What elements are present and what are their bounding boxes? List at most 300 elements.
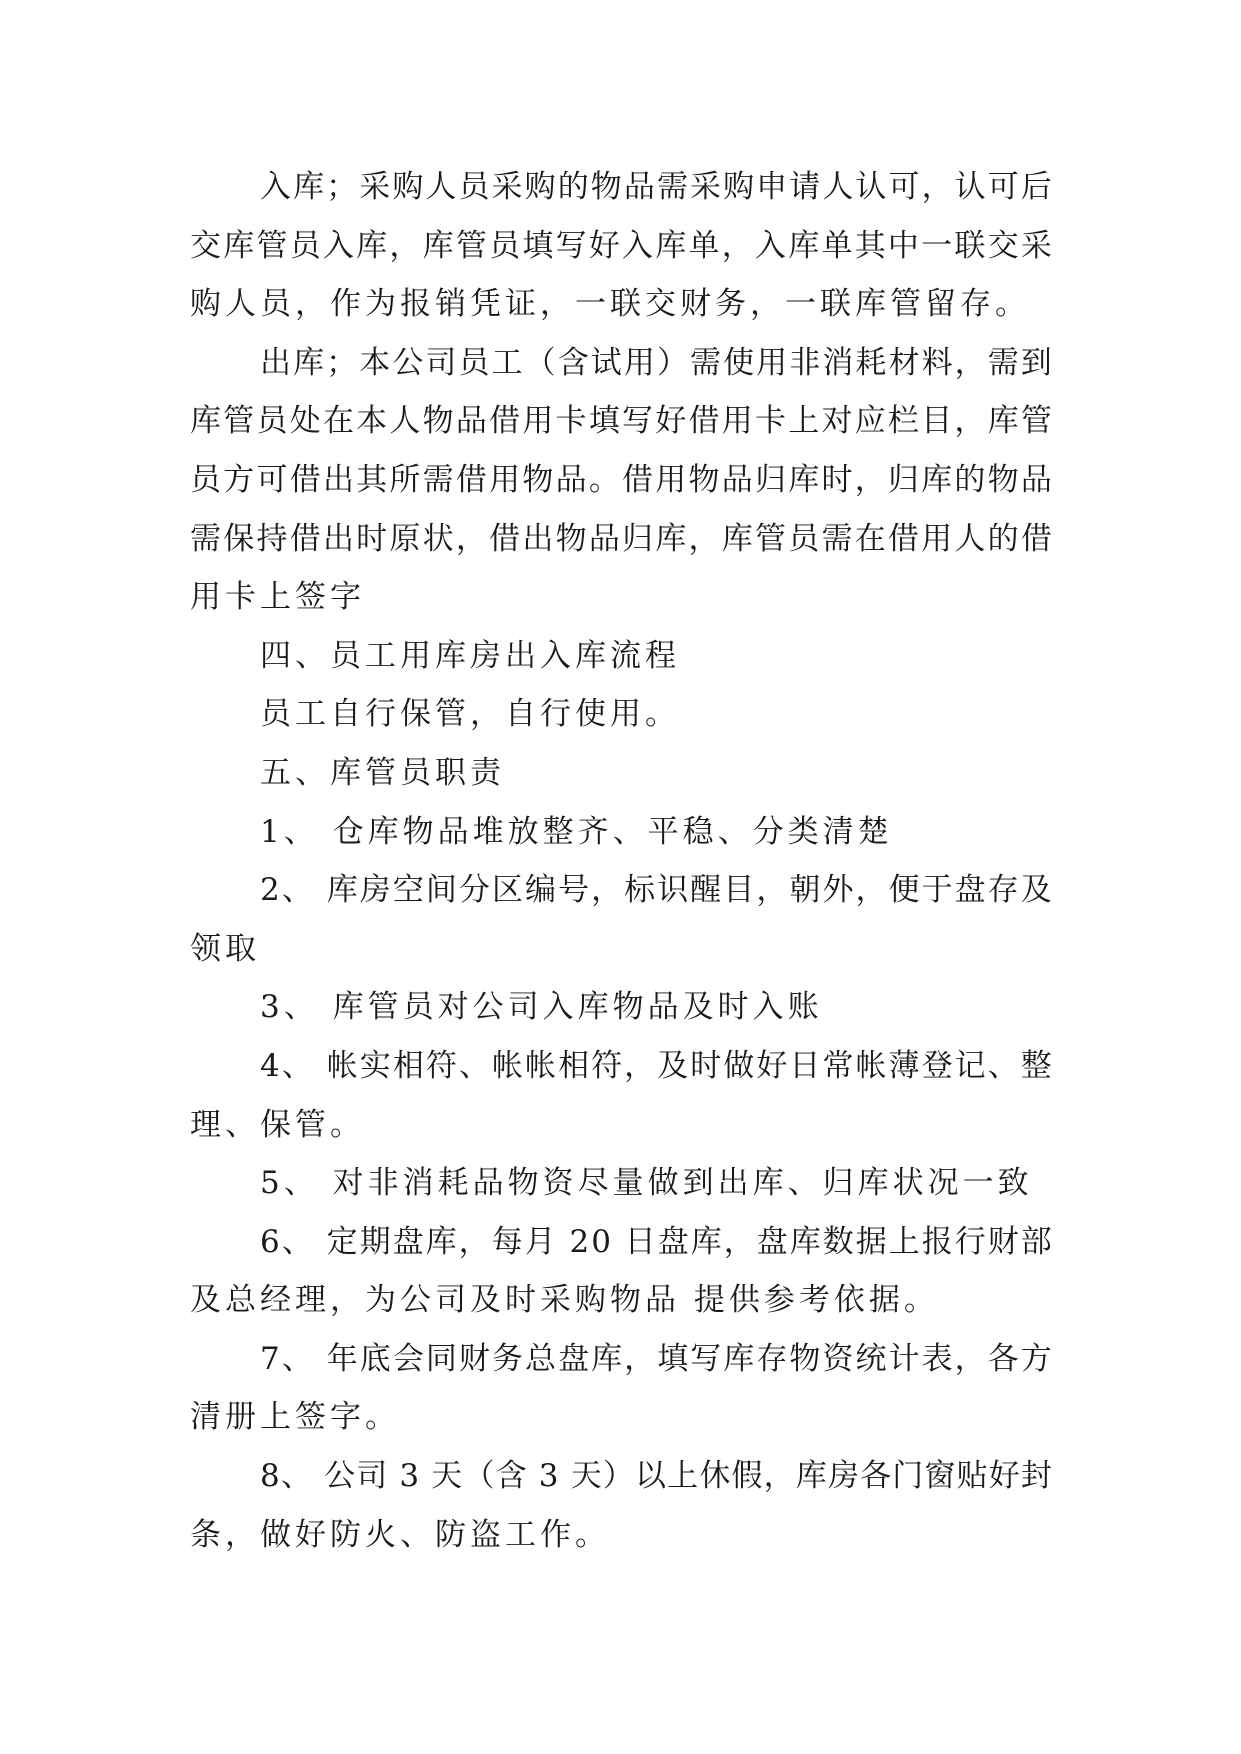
glyph: 采	[359, 169, 391, 205]
glyph: 、	[281, 872, 313, 909]
glyph: 人	[389, 403, 421, 440]
glyph: 申	[756, 169, 788, 205]
glyph: 管	[223, 403, 255, 440]
glyph: 填	[522, 227, 554, 264]
glyph: 库	[987, 403, 1019, 440]
glyph: 物	[522, 461, 554, 498]
list-item-continuation: 条，做好防火、防盗工作。	[190, 1516, 610, 1553]
glyph: 底	[359, 1340, 391, 1377]
glyph: 库	[356, 227, 388, 264]
glyph: 需	[422, 461, 454, 498]
glyph	[558, 1213, 568, 1272]
glyph: 库	[293, 344, 325, 381]
glyph: 库	[293, 169, 325, 205]
glyph: 品	[588, 520, 620, 557]
glyph: 8	[260, 1458, 280, 1495]
glyph: 耗	[855, 344, 887, 381]
glyph: 联	[954, 227, 986, 264]
glyph: 购	[723, 169, 755, 205]
glyph: 。	[588, 461, 620, 498]
glyph	[313, 1447, 323, 1506]
glyph: 其	[356, 461, 388, 498]
glyph: 报	[921, 1223, 953, 1260]
glyph: 期	[359, 1223, 391, 1260]
glyph: 、	[281, 1047, 313, 1084]
glyph: 2	[569, 1223, 590, 1260]
glyph: 库	[795, 1458, 827, 1495]
glyph: 帐	[326, 1047, 358, 1084]
glyph: 员	[289, 227, 321, 264]
glyph: 据	[855, 1223, 887, 1260]
glyph: 人	[425, 169, 457, 205]
glyph: 方	[223, 461, 255, 498]
list-item	[190, 1447, 1052, 1506]
glyph: 相	[558, 1047, 590, 1084]
glyph: 行	[954, 1223, 986, 1260]
glyph: 总	[525, 1340, 557, 1377]
glyph: 库	[655, 227, 687, 264]
glyph: 试	[590, 344, 622, 381]
glyph: 可	[256, 461, 288, 498]
glyph: 好	[588, 227, 620, 264]
glyph: 借	[489, 520, 521, 557]
glyph: 库	[723, 1340, 755, 1377]
glyph	[420, 1447, 430, 1506]
list-item	[190, 1037, 1052, 1096]
glyph: 所	[389, 461, 421, 498]
glyph: 管	[455, 227, 487, 264]
glyph: ，	[756, 872, 788, 909]
glyph: 借	[688, 403, 720, 440]
glyph: 外	[822, 872, 854, 909]
glyph: 出	[260, 344, 291, 381]
glyph: 的	[987, 520, 1019, 557]
glyph: 同	[425, 1340, 457, 1377]
document-page	[190, 158, 1052, 1564]
list-item: 5、 对非消耗品物资尽量做到出库、归库状况一致	[260, 1165, 1033, 1202]
glyph: 门	[892, 1458, 924, 1495]
glyph: 盘	[657, 1223, 689, 1260]
glyph: 人	[954, 520, 986, 557]
glyph: 2	[260, 872, 280, 909]
glyph: 卡	[555, 403, 587, 440]
glyph: ，	[624, 1340, 656, 1377]
glyph: 库	[921, 461, 953, 498]
glyph: 、	[281, 1223, 313, 1260]
glyph: 时	[356, 520, 388, 557]
glyph: 各	[860, 1458, 892, 1495]
glyph: 以	[635, 1458, 666, 1495]
glyph: 整	[1020, 1047, 1052, 1084]
glyph: 盘	[954, 872, 986, 909]
paragraph-line	[190, 510, 1052, 569]
glyph: 房	[827, 1458, 859, 1495]
glyph: 间	[425, 872, 457, 909]
list-item	[190, 1213, 1052, 1272]
glyph: 认	[954, 169, 986, 205]
paragraph-line	[190, 392, 1052, 451]
glyph: 在	[854, 520, 886, 557]
glyph: 库	[223, 227, 255, 264]
glyph	[613, 1213, 623, 1272]
glyph: 帐	[491, 1047, 523, 1084]
glyph: 3	[538, 1458, 559, 1495]
glyph: 员	[256, 403, 288, 440]
glyph: 常	[822, 1047, 854, 1084]
glyph: 借	[455, 461, 487, 498]
glyph: 品	[455, 403, 487, 440]
glyph: 非	[789, 344, 821, 381]
glyph: 盘	[756, 1223, 788, 1260]
glyph: 物	[987, 461, 1019, 498]
glyph: 便	[888, 872, 920, 909]
glyph: 需	[190, 520, 221, 557]
glyph: 品	[721, 461, 753, 498]
glyph: ，	[624, 1047, 656, 1084]
glyph: ，	[954, 403, 986, 440]
glyph: 单	[688, 227, 720, 264]
glyph: 借	[489, 403, 521, 440]
glyph: 需	[690, 344, 722, 381]
glyph: 单	[821, 227, 853, 264]
glyph: 4	[260, 1047, 280, 1084]
paragraph-line: 购人员，作为报销凭证，一联交财务，一联库管留存。	[190, 286, 1030, 323]
glyph: 状	[422, 520, 454, 557]
glyph	[315, 1330, 325, 1389]
glyph: 出	[522, 520, 554, 557]
glyph: ，	[954, 344, 986, 381]
glyph: 实	[359, 1047, 391, 1084]
glyph: 员	[489, 227, 521, 264]
glyph: 月	[524, 1223, 556, 1260]
glyph: 天	[570, 1458, 602, 1495]
glyph: 定	[326, 1223, 358, 1260]
glyph: 本	[356, 403, 388, 440]
glyph: 标	[624, 872, 656, 909]
glyph: ，	[591, 872, 623, 909]
glyph: 员	[458, 169, 490, 205]
glyph: 归	[754, 461, 786, 498]
glyph: 库	[655, 520, 687, 557]
glyph: 及	[657, 1047, 689, 1084]
glyph: 薄	[888, 1047, 920, 1084]
glyph: 用	[655, 461, 687, 498]
glyph: 及	[1020, 872, 1052, 909]
glyph: 写	[622, 403, 654, 440]
glyph: 借	[622, 461, 654, 498]
glyph: 可	[987, 169, 1019, 205]
glyph: （	[524, 344, 556, 381]
glyph: 好	[756, 1047, 788, 1084]
glyph: 在	[322, 403, 354, 440]
glyph: 务	[491, 1340, 523, 1377]
glyph: 物	[422, 403, 454, 440]
glyph	[528, 1447, 538, 1506]
glyph: 库	[591, 1340, 623, 1377]
glyph: 认	[855, 169, 887, 205]
glyph: 写	[690, 1340, 722, 1377]
glyph: 工	[491, 344, 523, 381]
glyph	[315, 1037, 325, 1096]
glyph: 入	[754, 227, 786, 264]
glyph: ，	[688, 520, 720, 557]
glyph: 归	[887, 461, 919, 498]
glyph: 库	[190, 403, 221, 440]
glyph: 购	[392, 169, 424, 205]
list-item	[190, 861, 1052, 920]
glyph: 含	[495, 1458, 527, 1495]
glyph: 借	[289, 461, 321, 498]
glyph: 库	[690, 1223, 722, 1260]
glyph: 盘	[558, 1340, 590, 1377]
glyph: ；	[326, 169, 358, 205]
glyph: 6	[260, 1223, 280, 1260]
glyph: 、	[281, 1340, 313, 1377]
glyph: 借	[289, 520, 321, 557]
glyph: 库	[788, 227, 820, 264]
glyph: 填	[657, 1340, 689, 1377]
glyph: 部	[1020, 1223, 1052, 1260]
list-item-continuation: 理、保管。	[190, 1106, 365, 1143]
glyph: 用	[921, 520, 953, 557]
glyph: 采	[491, 169, 523, 205]
glyph: 表	[921, 1340, 953, 1377]
glyph	[388, 1447, 398, 1506]
list-item: 3、 库管员对公司入库物品及时入账	[260, 989, 823, 1026]
glyph: 目	[723, 872, 755, 909]
glyph: 写	[555, 227, 587, 264]
glyph: 于	[921, 872, 953, 909]
glyph: 用	[489, 461, 521, 498]
glyph: 库	[721, 520, 753, 557]
glyph: 7	[260, 1340, 280, 1377]
glyph: 做	[723, 1047, 755, 1084]
glyph: 物	[789, 1340, 821, 1377]
glyph: 分	[458, 872, 490, 909]
glyph: 醒	[690, 872, 722, 909]
glyph: 交	[987, 227, 1019, 264]
glyph: 时	[821, 461, 853, 498]
glyph: 上	[667, 1458, 699, 1495]
glyph	[315, 1213, 325, 1272]
glyph: 0	[591, 1223, 611, 1260]
glyph: 采	[1020, 227, 1052, 264]
paragraph-line	[190, 217, 1052, 276]
glyph: 各	[987, 1340, 1019, 1377]
glyph: 计	[888, 1340, 920, 1377]
glyph: 填	[588, 403, 620, 440]
glyph: 的	[557, 169, 589, 205]
glyph: 窗	[924, 1458, 956, 1495]
glyph: 入	[260, 169, 291, 205]
glyph: 材	[888, 344, 920, 381]
glyph: 用	[756, 344, 788, 381]
glyph: 方	[1020, 1340, 1052, 1377]
glyph: 区	[491, 872, 523, 909]
glyph: 本	[359, 344, 391, 381]
paragraph-line	[190, 334, 1052, 393]
paragraph-line: 员工自行保管，自行使用。	[260, 696, 680, 733]
glyph: 符	[425, 1047, 457, 1084]
glyph: 登	[921, 1047, 953, 1084]
glyph: 料	[921, 344, 953, 381]
glyph: ）	[602, 1458, 634, 1495]
glyph: 交	[190, 227, 221, 264]
glyph: （	[463, 1458, 495, 1495]
glyph: 处	[289, 403, 321, 440]
glyph: 房	[359, 872, 391, 909]
glyph: 员	[190, 461, 221, 498]
glyph: ，	[855, 872, 887, 909]
glyph: 管	[754, 520, 786, 557]
glyph: 原	[389, 520, 421, 557]
list-item-continuation: 及总经理，为公司及时采购物品 提供参考依据。	[190, 1282, 939, 1319]
glyph: 物	[590, 169, 622, 205]
glyph: 库	[788, 461, 820, 498]
glyph: 日	[789, 1047, 821, 1084]
glyph: 3	[399, 1458, 420, 1495]
paragraph-line: 用卡上签字	[190, 579, 365, 616]
glyph: 品	[1020, 461, 1052, 498]
glyph: 盘	[392, 1223, 424, 1260]
glyph: 中	[887, 227, 919, 264]
glyph: ，	[954, 1340, 986, 1377]
glyph: 的	[954, 461, 986, 498]
list-item	[190, 1330, 1052, 1389]
glyph: 贴	[956, 1458, 988, 1495]
glyph: 、	[458, 1047, 490, 1084]
glyph	[315, 861, 325, 920]
glyph: ，	[723, 1223, 755, 1260]
glyph: 天	[431, 1458, 463, 1495]
glyph: 库	[425, 1223, 457, 1260]
glyph: 栏	[887, 403, 919, 440]
glyph: 出	[322, 461, 354, 498]
glyph: 会	[392, 1340, 424, 1377]
glyph: 符	[591, 1047, 623, 1084]
glyph: 朝	[789, 872, 821, 909]
glyph: 目	[921, 403, 953, 440]
glyph: 财	[987, 1223, 1019, 1260]
glyph: 持	[256, 520, 288, 557]
glyph: 相	[392, 1047, 424, 1084]
glyph: 休	[699, 1458, 731, 1495]
glyph: 存	[756, 1340, 788, 1377]
list-item: 1、 仓库物品堆放整齐、平稳、分类清楚	[260, 813, 893, 850]
glyph: 入	[622, 227, 654, 264]
glyph: 请	[789, 169, 821, 205]
paragraph-line	[190, 158, 1052, 217]
glyph: 上	[888, 1223, 920, 1260]
glyph: 入	[322, 227, 354, 264]
glyph: ，	[458, 1223, 490, 1260]
glyph: 帐	[525, 1047, 557, 1084]
glyph	[560, 1447, 570, 1506]
glyph: 物	[555, 520, 587, 557]
glyph: 需	[821, 520, 853, 557]
section-heading: 五、库管员职责	[260, 754, 505, 791]
glyph: 时	[690, 1047, 722, 1084]
glyph: 含	[557, 344, 589, 381]
glyph: ；	[326, 344, 358, 381]
glyph: 对	[821, 403, 853, 440]
glyph: 库	[789, 1223, 821, 1260]
glyph: 日	[624, 1223, 656, 1260]
glyph: 用	[721, 403, 753, 440]
glyph: ，	[455, 520, 487, 557]
glyph: 其	[854, 227, 886, 264]
glyph: 公	[392, 344, 424, 381]
glyph: 采	[690, 169, 722, 205]
glyph: ，	[763, 1458, 795, 1495]
glyph: 到	[1020, 344, 1052, 381]
glyph: 封	[1020, 1458, 1052, 1495]
glyph: ，	[721, 227, 753, 264]
glyph: 卡	[754, 403, 786, 440]
glyph: 一	[921, 227, 953, 264]
glyph: 用	[623, 344, 655, 381]
glyph: 统	[855, 1340, 887, 1377]
glyph: 识	[657, 872, 689, 909]
glyph: 管	[256, 227, 288, 264]
list-item-continuation: 领取	[190, 930, 260, 967]
glyph: 存	[987, 872, 1019, 909]
glyph: 库	[326, 872, 358, 909]
glyph: ）	[656, 344, 688, 381]
glyph: 公	[324, 1458, 356, 1495]
glyph: 用	[522, 403, 554, 440]
glyph: 需	[987, 344, 1019, 381]
glyph: 帐	[855, 1047, 887, 1084]
glyph: 需	[656, 169, 688, 205]
glyph: 假	[731, 1458, 763, 1495]
glyph: 每	[491, 1223, 523, 1260]
glyph: 资	[822, 1340, 854, 1377]
glyph: ，	[921, 169, 953, 205]
glyph: 借	[1020, 520, 1052, 557]
glyph: 应	[854, 403, 886, 440]
glyph: 库	[422, 227, 454, 264]
glyph: 购	[524, 169, 556, 205]
glyph: 年	[326, 1340, 358, 1377]
glyph: 空	[392, 872, 424, 909]
glyph: 财	[458, 1340, 490, 1377]
section-heading: 四、员工用库房出入库流程	[260, 637, 680, 674]
glyph: 管	[1020, 403, 1052, 440]
glyph: 员	[788, 520, 820, 557]
glyph: 编	[525, 872, 557, 909]
glyph: 物	[688, 461, 720, 498]
glyph: 保	[223, 520, 255, 557]
glyph: 借	[887, 520, 919, 557]
glyph: 、	[280, 1458, 312, 1495]
glyph: 品	[623, 169, 655, 205]
glyph: 后	[1020, 169, 1052, 205]
glyph: 好	[988, 1458, 1020, 1495]
glyph: 使	[723, 344, 755, 381]
glyph: 员	[458, 344, 490, 381]
glyph: 归	[622, 520, 654, 557]
glyph: 可	[888, 169, 920, 205]
list-item-continuation: 清册上签字。	[190, 1399, 400, 1436]
glyph: ，	[389, 227, 421, 264]
glyph: 人	[822, 169, 854, 205]
glyph: 消	[822, 344, 854, 381]
glyph: 数	[822, 1223, 854, 1260]
glyph: 号	[558, 872, 590, 909]
glyph: 、	[987, 1047, 1019, 1084]
glyph: 司	[425, 344, 457, 381]
